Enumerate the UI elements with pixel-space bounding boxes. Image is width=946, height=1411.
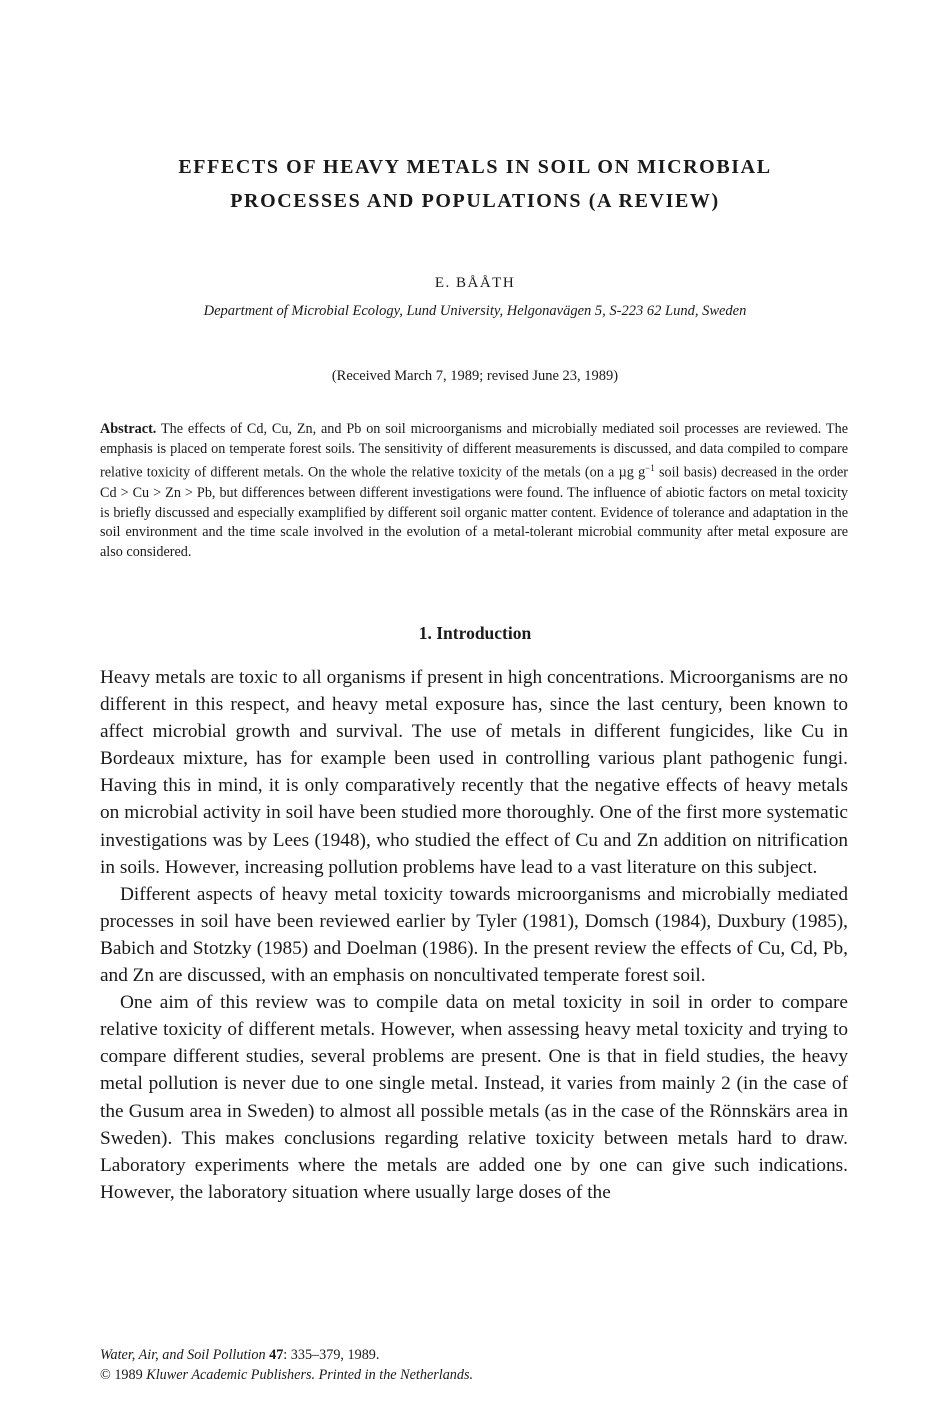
publisher-info: Kluwer Academic Publishers. Printed in the Netherlands. [146, 1367, 474, 1383]
author-affiliation: Department of Microbial Ecology, Lund University, Helgonavägen 5, S-223 62 Lund, Sweden [203, 303, 747, 319]
abstract-label: Abstract. [100, 421, 157, 437]
section-heading-introduction: 1. Introduction [418, 623, 532, 643]
abstract-text-2: soil basis) decreased in the order Cd > Cu > Zn > Pb, but differences between different investigations were found. The influence of abiotic factors on metal toxicity is briefly discussed and especially examplified by different soil organic matter content. Evidence of tolerance and adaptation in the soil environment and the time scale involved in the evolution of a metal-tolerant microbial community after metal exposure are also considered. [100, 465, 848, 560]
paragraph-3: One aim of this review was to compile data on metal toxicity in soil in order to compare relative toxicity of different metals. However, when assessing heavy metal toxicity and trying to compare different studies, several problems are present. One is that in field studies, the heavy metal pollution is never due to one single metal. Instead, it varies from mainly 2 (in the case of the Gusum area in Sweden) to almost all possible metals (as in the case of the Rönnskärs area in Sweden). This makes conclusions regarding relative toxicity between metals hard to draw. Laboratory experiments where the metals are added one by one can give such indications. However, the laboratory situation where usually large doses of the [100, 992, 848, 1203]
copyright-symbol: © [100, 1367, 111, 1383]
received-dates: (Received March 7, 1989; revised June 23, 1989) [331, 368, 619, 384]
copyright-line [100, 1365, 473, 1385]
abstract [100, 420, 848, 563]
paragraph-1: Heavy metals are toxic to all organisms if present in high concentrations. Microorganisms are no different in this respect, and heavy metal exposure has, since the last century, been known to affect microbial growth and survival. The use of metals in different fungicides, like Cu in Bordeaux mixture, has for example been used in controlling various plant pathogenic fungi. Having this in mind, it is only comparatively recently that the negative effects of heavy metals on microbial activity in soil have been studied more thoroughly. One of the first more systematic investigations was by Lees (1948), who studied the effect of Cu and Zn addition on nitrification in soils. However, increasing pollution problems have lead to a vast literature on this subject. [100, 667, 848, 878]
copyright-year: 1989 [110, 1367, 147, 1383]
title-line-1: EFFECTS OF HEAVY METALS IN SOIL ON MICROBIAL [178, 156, 772, 178]
journal-volume: 47 [269, 1347, 284, 1363]
paragraph-2: Different aspects of heavy metal toxicity towards microorganisms and microbially mediated processes in soil have been reviewed earlier by Tyler (1981), Domsch (1984), Duxbury (1985), Babich and Stotzky (1985) and Doelman (1986). In the present review the effects of Cu, Cd, Pb, and Zn are discussed, with an emphasis on noncultivated temperate forest soil. [100, 883, 848, 987]
journal-citation [100, 1345, 473, 1365]
abstract-text-1: The effects of Cd, Cu, Zn, and Pb on soil microorganisms and microbially mediated soil processes are reviewed. The emphasis is placed on temperate forest soils. The sensitivity of different measurements is discussed, and data compiled to compare relative toxicity of different metals. On the whole the relative toxicity of the metals (on a µg g [100, 421, 848, 482]
abstract-superscript: −1 [645, 463, 655, 474]
footer-citation [100, 1345, 473, 1385]
author-name: E. BÅÅTH [434, 275, 516, 291]
introduction-body [100, 664, 848, 1206]
journal-pages: : 335–379, 1989. [283, 1347, 380, 1363]
article-title [100, 150, 850, 218]
journal-name: Water, Air, and Soil Pollution [100, 1347, 266, 1363]
title-line-2: PROCESSES AND POPULATIONS (A REVIEW) [230, 190, 720, 212]
